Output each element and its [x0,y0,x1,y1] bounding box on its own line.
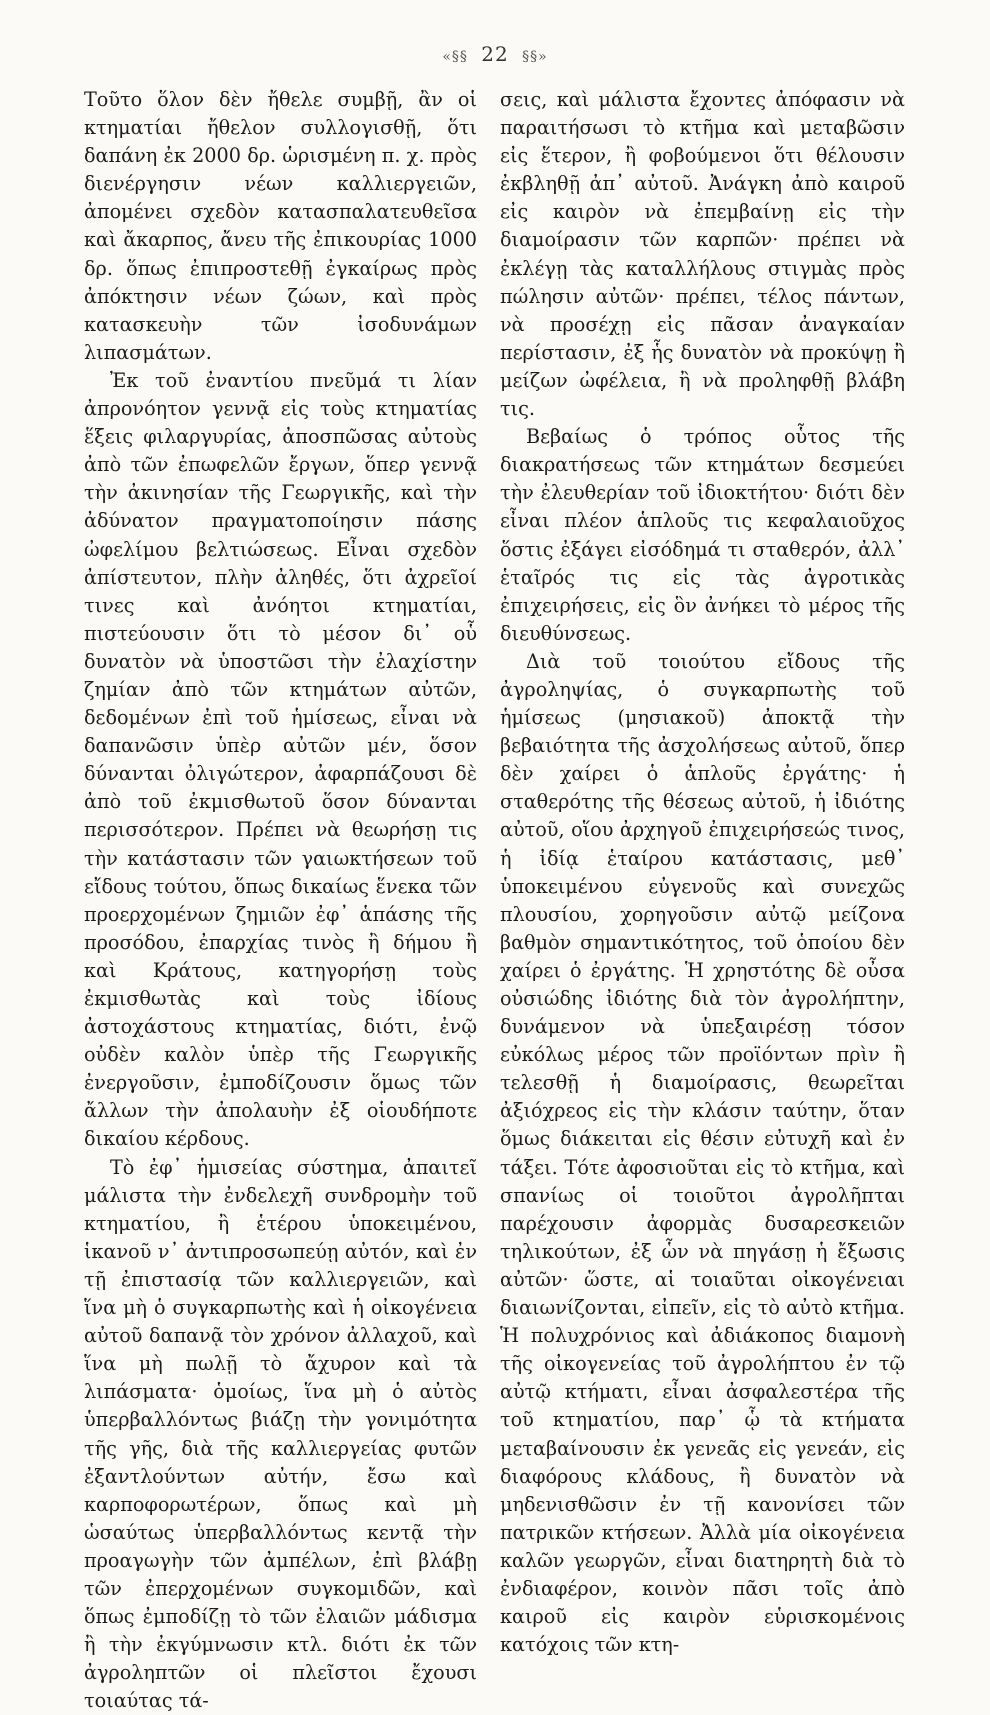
paragraph: Τοῦτο ὅλον δὲν ἤθελε συμβῇ, ἂν οἱ κτηματίαι ἤθελον συλλογισθῇ, ὅτι δαπάνη ἐκ 2000 δρ. ὡρισμένη π. χ. πρὸς διενέργησιν νέων καλλιεργειῶν, ἀπομένει σχεδὸν κατασπαλατευθεῖσα καὶ ἄκαρπος, ἄνευ τῆς ἐπικουρίας 1000 δρ. ὅπως ἐπιπροστεθῇ ἐγκαίρως πρὸς ἀπόκτησιν νέων ζώων, καὶ πρὸς κατασκευὴν τῶν ἰσοδυνάμων λιπασμάτων. [84,88,477,364]
paragraph: Βεβαίως ὁ τρόπος οὗτος τῆς διακρατήσεως τῶν κτημάτων δεσμεύει τὴν ἐλευθερίαν τοῦ ἰδιοκτήτου· διότι δὲν εἶναι πλέον ἁπλοῦς τις κεφαλαιοῦχος ὅστις ἐξάγει εἰσόδημά τι σταθερόν, ἀλλ᾽ ἑταῖρός τις εἰς τὰς ἀγροτικὰς ἐπιχειρήσεις, εἰς ὃν ἀνήκει τὸ μέρος τῆς διευθύνσεως. [500,425,905,645]
ornament-left: «§§ [442,49,468,65]
paragraph: Τὸ ἐφ᾽ ἡμισείας σύστημα, ἀπαιτεῖ μάλιστα τὴν ἐνδελεχῆ συνδρομὴν τοῦ κτηματίου, ἢ ἑτέρου ὑποκειμένου, ἱκανοῦ ν᾽ ἀντιπροσωπεύῃ αὐτόν, καὶ ἐν τῇ ἐπιστασίᾳ τῶν καλλιεργειῶν, καὶ ἵνα μὴ ὁ συγκαρπωτὴς καὶ ἡ οἰκογένεια αὐτοῦ δαπανᾷ τὸν χρόνον ἀλλαχοῦ, καὶ ἵνα μὴ πωλῇ τὸ ἄχυρον καὶ τὰ λιπάσματα· ὁμοίως, ἵνα μὴ ὁ αὐτὸς ὑπερβαλλόντως βιάζῃ τὴν γονιμότητα τῆς γῆς, διὰ τῆς καλλιεργείας φυτῶν ἐξαντλούντων αὐτήν, ἔσω καὶ καρποφορωτέρων, ὅπως καὶ μὴ ὡσαύτως ὑπερβαλλόντως κεντᾷ τὴν προαγωγὴν τῶν ἀμπέλων, ἐπὶ βλάβῃ τῶν ἐπερχομένων συγκομιδῶν, καὶ ὅπως ἐμποδίζῃ τὸ τῶν ἐλαιῶν μάδισμα ἢ τὴν ἐκγύμνωσιν κτλ. διότι ἐκ τῶν ἀγροληπτῶν οἱ πλεῖστοι ἔχουσι τοιαύτας τά- [84,1155,477,1713]
page-header [0,42,990,66]
paragraph: Ἐκ τοῦ ἐναντίου πνεῦμά τι λίαν ἀπρονόητον γεννᾷ εἰς τοὺς κτηματίας ἕξεις φιλαργυρίας, ἀποσπῶσας αὐτοὺς ἀπὸ τῶν ἐπωφελῶν ἔργων, ὅπερ γεννᾷ τὴν ἀκινησίαν τῆς Γεωργικῆς, καὶ τὴν ἀδύνατον πραγματοποίησιν πάσης ὠφελίμου βελτιώσεως. Εἶναι σχεδὸν ἀπίστευτον, πλὴν ἀληθές, ὅτι ἀχρεῖοί τινες καὶ ἀνόητοι κτηματίαι, πιστεύουσιν ὅτι τὸ μέσον δι᾽ οὗ δυνατὸν νὰ ὑποστῶσι τὴν ἐλαχίστην ζημίαν ἀπὸ τῶν κτημάτων αὐτῶν, δεδομένων ἐπὶ τοῦ ἡμίσεως, εἶναι νὰ δαπανῶσιν ὑπὲρ αὐτῶν μέν, ὅσον δύνανται ὀλιγώτερον, ἀφαρπάζουσι δὲ ἀπὸ τοῦ ἐκμισθωτοῦ ὅσον δύνανται περισσότερον. Πρέπει νὰ θεωρήσῃ τις τὴν κατάστασιν τῶν γαιωκτήσεων τοῦ εἴδους τούτου, ὅπως δικαίως ἕνεκα τῶν προερχομένων ζημιῶν ἐφ᾽ ἁπάσης τῆς προσόδου, ἐπαρχίας τινὸς ἢ δήμου ἢ καὶ Κράτους, κατηγορήσῃ τοὺς ἐκμισθωτὰς καὶ τοὺς ἰδίους ἀστοχάστους κτηματίας, διότι, ἐνῷ οὐδὲν καλὸν ὑπὲρ τῆς Γεωργικῆς ἐνεργοῦσιν, ἐμποδίζουσιν ὅμως τῶν ἄλλων τὴν ἀπολαυὴν ἐξ οἱουδήποτε δικαίου κέρδους. [84,368,477,1151]
paragraph: σεις, καὶ μάλιστα ἔχοντες ἀπόφασιν νὰ παραιτήσωσι τὸ κτῆμα καὶ μεταβῶσιν εἰς ἕτερον, ἢ φοβούμενοι ὅτι θέλουσιν ἐκβληθῇ ἀπ᾽ αὐτοῦ. Ἀνάγκη ἀπὸ καιροῦ εἰς καιρὸν νὰ ἐπεμβαίνῃ εἰς τὴν διαμοίρασιν τῶν καρπῶν· πρέπει νὰ ἐκλέγῃ τὰς καταλλήλους στιγμὰς πρὸς πώλησιν αὐτῶν· πρέπει, τέλος πάντων, νὰ προσέχῃ εἰς πᾶσαν ἀναγκαίαν περίστασιν, ἐξ ἧς δυνατὸν νὰ προκύψῃ ἢ μείζων ὠφέλεια, ἢ νὰ προληφθῇ βλάβη τις. [500,88,905,421]
paragraph: Διὰ τοῦ τοιούτου εἴδους τῆς ἀγροληψίας, ὁ συγκαρπωτὴς τοῦ ἡμίσεως (μησιακοῦ) ἀποκτᾷ τὴν βεβαιότητα τῆς ἀσχολήσεως αὐτοῦ, ὅπερ δὲν χαίρει ὁ ἁπλοῦς ἐργάτης· ἡ σταθερότης τῆς θέσεως αὐτοῦ, ἡ ἰδιότης αὐτοῦ, οἵου ἀρχηγοῦ ἐπιχειρήσεώς τινος, ἡ ἰδίᾳ ἑταίρου κατάστασις, μεθ᾽ ὑποκειμένου εὐγενοῦς καὶ συνεχῶς πλουσίου, χορηγοῦσιν αὐτῷ μείζονα βαθμὸν σημαντικότητος, τοῦ ὁποίου δὲν χαίρει ὁ ἐργάτης. Ἡ χρηστότης δὲ οὖσα οὐσιώδης ἰδιότης διὰ τὸν ἀγρολήπτην, δυνάμενον νὰ ὑπεξαιρέσῃ τόσον εὐκόλως μέρος τῶν προϊόντων πρὶν ἢ τελεσθῇ ἡ διαμοίρασις, θεωρεῖται ἀξιόχρεος εἰς τὴν κλάσιν ταύτην, ὅταν ὅμως διάκειται εἰς θέσιν εὐτυχῆ καὶ ἐν τάξει. Τότε ἀφοσιοῦται εἰς τὸ κτῆμα, καὶ σπανίως οἱ τοιοῦτοι ἀγρολῆπται παρέχουσιν ἀφορμὰς δυσαρεσκειῶν τηλικούτων, ἐξ ὧν νὰ πηγάσῃ ἡ ἔξωσις αὐτῶν· ὥστε, αἱ τοιαῦται οἰκογένειαι διαιωνίζονται, εἰπεῖν, εἰς τὸ αὐτὸ κτῆμα. Ἡ πολυχρόνιος καὶ ἀδιάκοπος διαμονὴ τῆς οἰκογενείας τοῦ ἀγρολήπτου ἐν τῷ αὐτῷ κτήματι, εἶναι ἀσφαλεστέρα τῆς τοῦ κτηματίου, παρ᾽ ᾧ τὰ κτήματα μεταβαίνουσιν ἐκ γενεᾶς εἰς γενεάν, εἰς διαφόρους κλάδους, ἢ δυνατὸν νὰ μηδενισθῶσιν ἐν τῇ κανονίσει τῶν πατρικῶν κτήσεων. Ἀλλὰ μία οἰκογένεια καλῶν γεωργῶν, εἶναι διατηρητὴ διὰ τὸ ἐνδιαφέρον, κοινὸν πᾶσι τοῖς ἀπὸ καιροῦ εἰς καιρὸν εὑρισκομένοις κατόχοις τῶν κτη- [500,649,905,1657]
left-column [84,86,477,1715]
ornament-right: §§» [522,49,548,65]
page-number: 22 [481,42,509,66]
right-column [500,86,905,1659]
